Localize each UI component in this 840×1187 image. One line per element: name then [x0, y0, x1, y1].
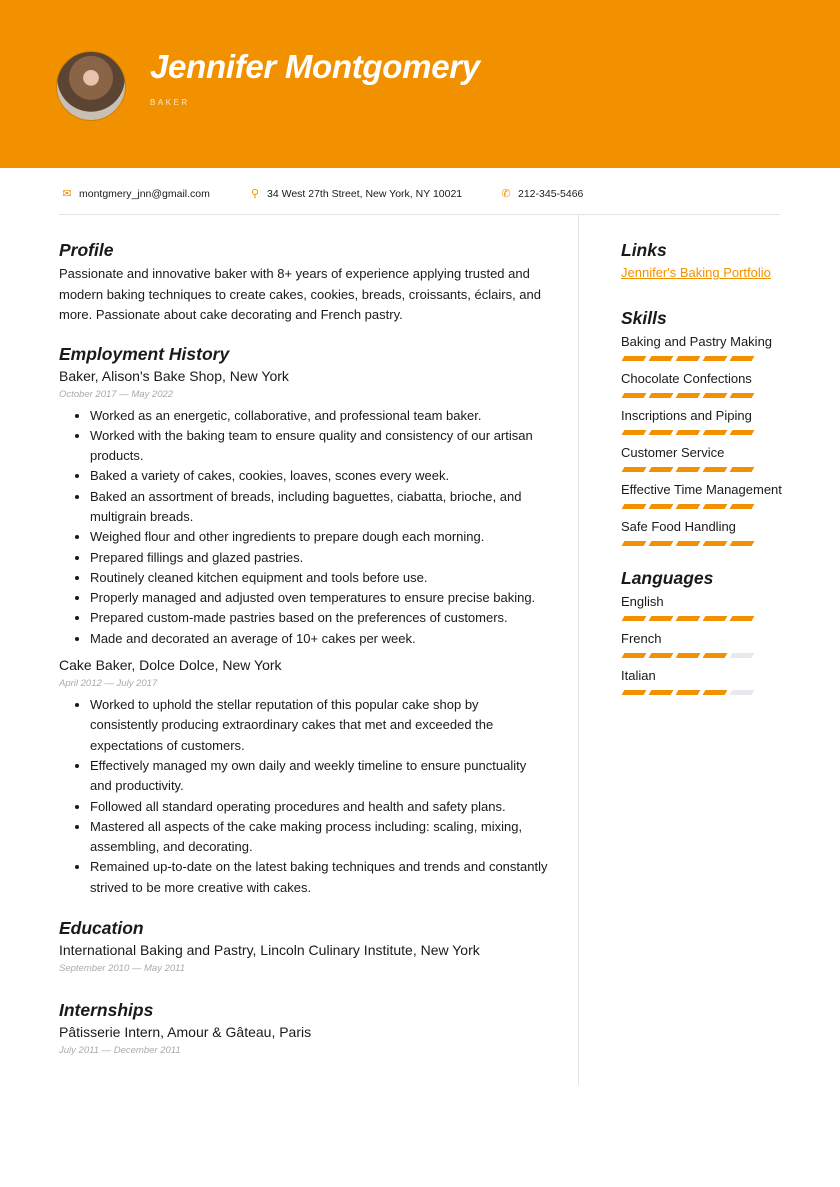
- rating-segment: [730, 541, 755, 546]
- rating-bar: [623, 616, 811, 621]
- rating-bar: [623, 690, 811, 695]
- skill-item: [621, 518, 811, 546]
- item-name: Baking and Pastry Making: [621, 334, 773, 349]
- job-title: BAKER: [150, 98, 190, 107]
- rating-segment: [622, 356, 647, 361]
- rating-segment: [622, 616, 647, 621]
- skill-item: [621, 370, 811, 398]
- rating-segment: [676, 504, 701, 509]
- rating-segment: [622, 467, 647, 472]
- contact-phone: [500, 187, 583, 200]
- rating-segment: [676, 541, 701, 546]
- rating-segment: [622, 690, 647, 695]
- location-pin-icon: ⚲: [250, 188, 260, 200]
- rating-segment: [622, 541, 647, 546]
- item-name: Safe Food Handling: [621, 519, 736, 534]
- rating-segment: [649, 504, 674, 509]
- rating-segment: [703, 393, 728, 398]
- skill-item: [621, 444, 811, 472]
- rating-segment: [730, 467, 755, 472]
- item-name: English: [621, 594, 664, 609]
- mail-icon: ✉: [62, 188, 72, 200]
- rating-segment: [649, 393, 674, 398]
- rating-segment: [622, 430, 647, 435]
- rating-bar: [623, 504, 811, 509]
- bullet-item: • Worked with the baking team to ensure quality and consistency of our artisan products.: [90, 426, 549, 467]
- rating-segment: [703, 430, 728, 435]
- rating-segment: [730, 356, 755, 361]
- job-entry: [59, 368, 549, 650]
- skills-section: [621, 308, 811, 546]
- side-column: [621, 240, 811, 704]
- item-name: Chocolate Confections: [621, 371, 752, 386]
- rating-segment: [676, 467, 701, 472]
- contact-address: [249, 187, 462, 200]
- job-bullets: [90, 406, 549, 650]
- bullet-item: • Baked an assortment of breads, including baguettes, ciabatta, brioche, and multigrain breads.: [90, 487, 549, 528]
- section-heading: Skills: [621, 308, 667, 328]
- email-text: montgmery_jnn@gmail.com: [79, 187, 210, 200]
- section-heading: Employment History: [59, 343, 230, 364]
- rating-segment: [649, 690, 674, 695]
- header: [0, 0, 840, 168]
- bullet-item: • Worked to uphold the stellar reputation of this popular cake shop by consistently producing extraordinary cakes that met and exceeded the expectations of customers.: [90, 695, 549, 756]
- skill-item: [621, 333, 811, 361]
- languages-section: [621, 568, 811, 695]
- avatar: [56, 51, 126, 121]
- rating-bar: [623, 541, 811, 546]
- item-name: Italian: [621, 668, 656, 683]
- rating-segment: [703, 690, 728, 695]
- rating-segment: [676, 653, 701, 658]
- bullet-item: • Prepared custom-made pastries based on the preferences of customers.: [90, 608, 549, 628]
- bullet-item: • Baked a variety of cakes, cookies, loaves, scones every week.: [90, 466, 549, 486]
- internships-section: [59, 1000, 549, 1056]
- item-name: Inscriptions and Piping: [621, 408, 752, 423]
- bullet-item: • Mastered all aspects of the cake making process including: scaling, mixing, assembling, and decorating.: [90, 817, 549, 858]
- rating-bar: [623, 393, 811, 398]
- rating-bar: [623, 356, 811, 361]
- skill-item: [621, 481, 811, 509]
- bullet-item: • Followed all standard operating procedures and health and safety plans.: [90, 797, 549, 817]
- job-dates: October 2017 — May 2022: [59, 388, 174, 400]
- rating-bar: [623, 467, 811, 472]
- rating-segment: [649, 541, 674, 546]
- rating-segment: [676, 690, 701, 695]
- rating-segment: [730, 690, 755, 695]
- rating-segment: [730, 430, 755, 435]
- section-heading: Languages: [621, 568, 714, 588]
- rating-bar: [623, 430, 811, 435]
- rating-segment: [676, 356, 701, 361]
- rating-segment: [649, 467, 674, 472]
- section-heading: Profile: [59, 240, 114, 260]
- rating-segment: [649, 430, 674, 435]
- bullet-item: • Properly managed and adjusted oven temperatures to ensure precise baking.: [90, 588, 549, 608]
- rating-segment: [703, 616, 728, 621]
- language-item: [621, 593, 811, 621]
- rating-segment: [703, 541, 728, 546]
- rating-segment: [703, 504, 728, 509]
- job-title: Cake Baker, Dolce Dolce, New York: [59, 657, 282, 674]
- item-name: French: [621, 631, 662, 646]
- rating-segment: [676, 430, 701, 435]
- links-section: [621, 240, 811, 282]
- rating-segment: [622, 504, 647, 509]
- rating-segment: [649, 653, 674, 658]
- column-divider: [578, 215, 579, 1085]
- education-section: [59, 918, 549, 974]
- rating-segment: [703, 467, 728, 472]
- rating-bar: [623, 653, 811, 658]
- main-column: [59, 240, 549, 1062]
- contact-email: [61, 187, 210, 200]
- section-heading: Links: [621, 240, 667, 260]
- rating-segment: [676, 393, 701, 398]
- job-dates: April 2012 — July 2017: [59, 678, 158, 690]
- phone-text: 212-345-5466: [518, 187, 584, 200]
- bullet-item: • Effectively managed my own daily and weekly timeline to ensure punctuality and productivity.: [90, 756, 549, 797]
- rating-segment: [703, 356, 728, 361]
- section-heading: Education: [59, 918, 144, 939]
- candidate-name: Jennifer Montgomery: [150, 48, 480, 85]
- job-bullets: [90, 695, 549, 898]
- language-item: [621, 667, 811, 695]
- bullet-item: • Weighed flour and other ingredients to prepare dough each morning.: [90, 527, 549, 547]
- internship-title: Pâtisserie Intern, Amour & Gâteau, Paris: [59, 1024, 312, 1041]
- portfolio-link[interactable]: Jennifer's Baking Portfolio: [621, 265, 771, 280]
- address-text: 34 West 27th Street, New York, NY 10021: [267, 187, 463, 200]
- rating-segment: [730, 504, 755, 509]
- phone-icon: ✆: [501, 188, 511, 200]
- section-heading: Internships: [59, 1000, 154, 1021]
- education-title: International Baking and Pastry, Lincoln Culinary Institute, New York: [59, 942, 480, 959]
- divider: [59, 214, 780, 215]
- rating-segment: [730, 393, 755, 398]
- bullet-item: • Made and decorated an average of 10+ cakes per week.: [90, 629, 549, 649]
- job-entry: [59, 657, 549, 898]
- education-dates: September 2010 — May 2011: [59, 963, 186, 975]
- rating-segment: [649, 356, 674, 361]
- skill-item: [621, 407, 811, 435]
- bullet-item: • Routinely cleaned kitchen equipment and tools before use.: [90, 568, 549, 588]
- job-title: Baker, Alison's Bake Shop, New York: [59, 367, 289, 384]
- rating-segment: [703, 653, 728, 658]
- employment-section: [59, 344, 549, 899]
- bullet-item: • Prepared fillings and glazed pastries.: [90, 548, 549, 568]
- rating-segment: [730, 616, 755, 621]
- internship-dates: July 2011 — December 2011: [59, 1045, 181, 1057]
- rating-segment: [676, 616, 701, 621]
- item-name: Effective Time Management: [621, 482, 782, 497]
- bullet-item: • Remained up-to-date on the latest baking techniques and trends and constantly strived to be more creative with cakes.: [90, 857, 549, 898]
- rating-segment: [622, 393, 647, 398]
- rating-segment: [730, 653, 755, 658]
- item-name: Customer Service: [621, 445, 725, 460]
- profile-section: [59, 240, 549, 326]
- rating-segment: [622, 653, 647, 658]
- profile-text: Passionate and innovative baker with 8+ years of experience applying trusted and modern baking techniques to create cakes, cookies, breads, croissants, éclairs, and more. Passionate about cake decorating and French pastry.: [59, 266, 541, 322]
- rating-segment: [649, 616, 674, 621]
- bullet-item: • Worked as an energetic, collaborative, and professional team baker.: [90, 406, 549, 426]
- language-item: [621, 630, 811, 658]
